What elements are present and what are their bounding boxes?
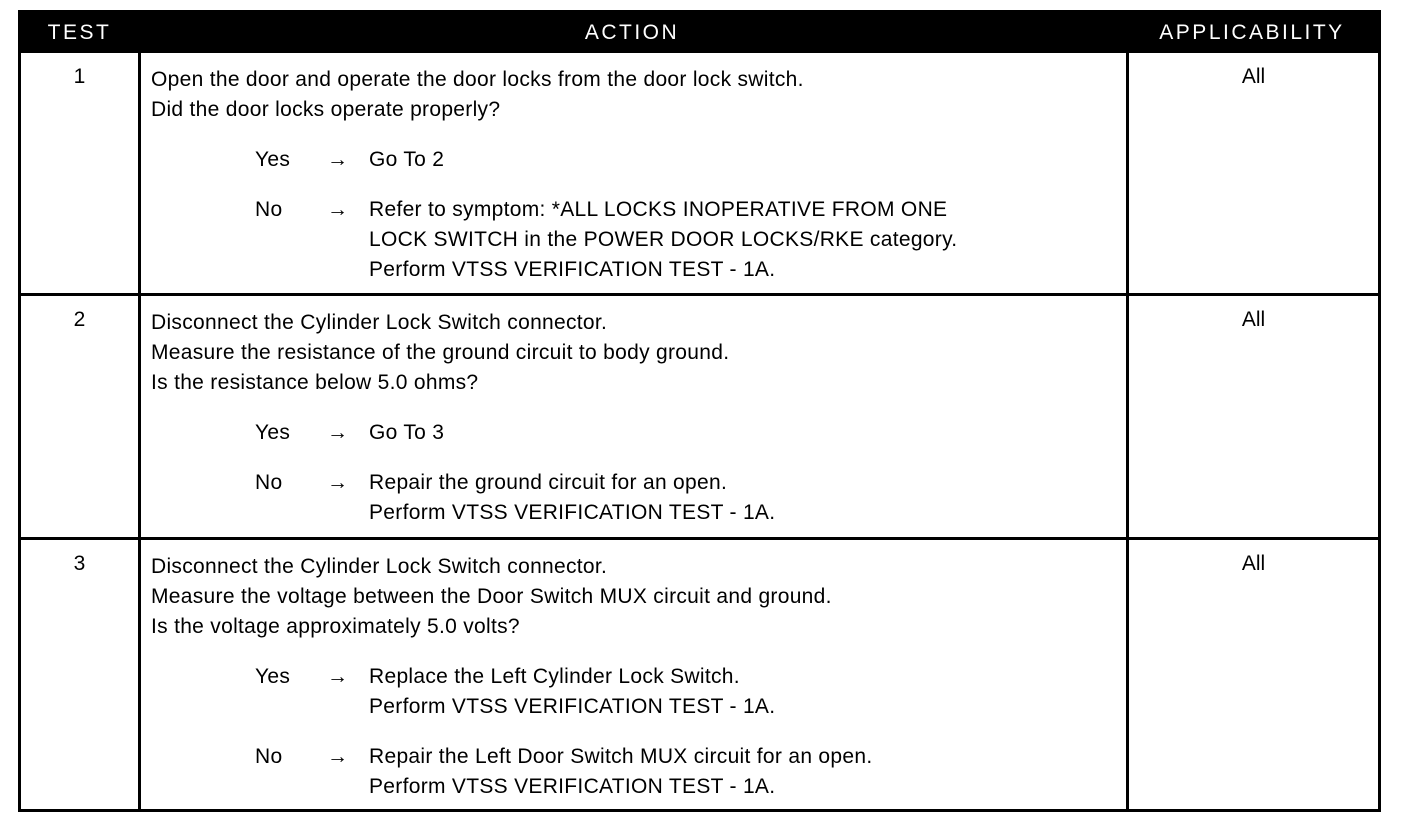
- action-cell: [151, 65, 1121, 285]
- answer-no-text: Repair the ground circuit for an open. Perform VTSS VERIFICATION TEST - 1A.: [369, 471, 776, 524]
- action-question: Open the door and operate the door locks from the door lock switch. Did the door locks operate properly?: [151, 68, 804, 121]
- action-question: Disconnect the Cylinder Lock Switch connector. Measure the resistance of the ground circuit to body ground. Is the resistance below 5.0 ohms?: [151, 311, 730, 394]
- diagnostic-table: [18, 10, 1381, 812]
- arrow-right-icon: →: [327, 148, 349, 171]
- arrow-right-icon: →: [327, 745, 349, 768]
- answer-yes: [151, 418, 1121, 448]
- table-row: [21, 53, 1378, 293]
- action-cell: [151, 308, 1121, 528]
- answer-no-text: Repair the Left Door Switch MUX circuit for an open. Perform VTSS VERIFICATION TEST - 1A.: [369, 745, 873, 798]
- answer-no-label: No: [255, 471, 283, 494]
- answer-yes-text: Go To 2: [369, 148, 445, 171]
- arrow-right-icon: →: [327, 421, 349, 444]
- test-number: 2: [73, 308, 86, 331]
- applicability-value: All: [1241, 308, 1266, 331]
- answer-yes-label: Yes: [255, 421, 291, 444]
- answer-yes: [151, 662, 1121, 722]
- answer-yes-label: Yes: [255, 665, 291, 688]
- header-action: ACTION: [584, 21, 680, 44]
- table-row: [21, 540, 1378, 809]
- header-applicability: APPLICABILITY: [1159, 21, 1345, 44]
- answer-no: [151, 742, 1121, 802]
- answer-yes-text: Go To 3: [369, 421, 445, 444]
- answer-no: [151, 195, 1121, 285]
- table-header: [21, 13, 1378, 53]
- action-question: Disconnect the Cylinder Lock Switch connector. Measure the voltage between the Door Switch MUX circuit and ground. Is the voltage approximately 5.0 volts?: [151, 555, 832, 638]
- action-cell: [151, 552, 1121, 802]
- answer-no: [151, 468, 1121, 528]
- answer-no-label: No: [255, 198, 283, 221]
- arrow-right-icon: →: [327, 198, 349, 221]
- table-row: [21, 296, 1378, 537]
- applicability-value: All: [1241, 552, 1266, 575]
- test-number: 3: [73, 552, 86, 575]
- applicability-value: All: [1241, 65, 1266, 88]
- header-test: TEST: [47, 21, 112, 44]
- answer-yes: [151, 145, 1121, 175]
- arrow-right-icon: →: [327, 471, 349, 494]
- answer-yes-label: Yes: [255, 148, 291, 171]
- test-number: 1: [73, 65, 86, 88]
- arrow-right-icon: →: [327, 665, 349, 688]
- answer-no-text: Refer to symptom: *ALL LOCKS INOPERATIVE FROM ONE LOCK SWITCH in the POWER DOOR LOCKS/RKE category. Perform VTSS VERIFICATION TEST - 1A.: [369, 198, 958, 281]
- answer-no-label: No: [255, 745, 283, 768]
- answer-yes-text: Replace the Left Cylinder Lock Switch. Perform VTSS VERIFICATION TEST - 1A.: [369, 665, 776, 718]
